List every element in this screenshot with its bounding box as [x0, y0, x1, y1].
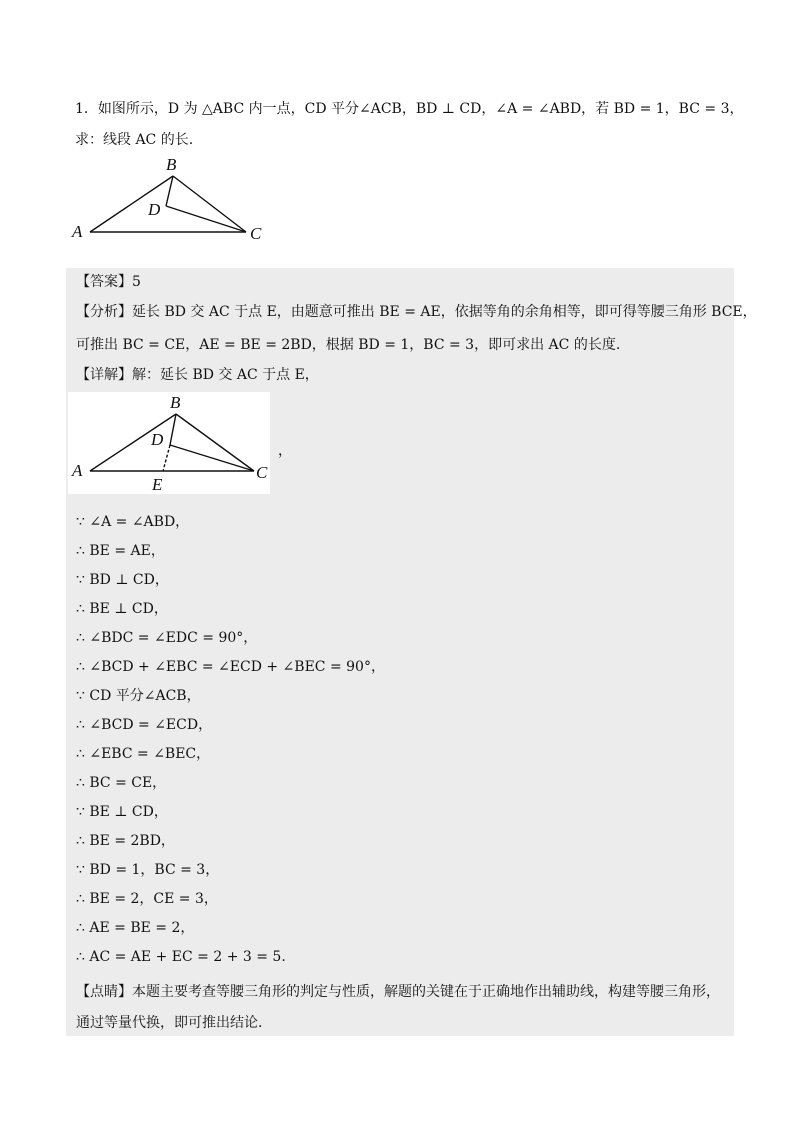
proof-step: ∵ BE ⊥ CD， [76, 804, 168, 820]
label-a: A [72, 222, 83, 241]
proof-step: ∴ BE = AE， [76, 543, 165, 559]
detail-intro: 【详解】解：延长 BD 交 AC 于点 E， [76, 367, 319, 383]
label-c: C [250, 224, 262, 243]
label-e: E [152, 475, 163, 494]
triangle-figure-1 [68, 152, 278, 244]
proof-step: ∵ BD ⊥ CD， [76, 572, 169, 588]
proof-step: ∵ BD = 1，BC = 3， [76, 862, 220, 878]
segment-dc [166, 206, 246, 232]
label-b: B [166, 155, 177, 174]
segment-ab [90, 176, 173, 232]
analysis-line-2: 可推出 BC = CE，AE = BE = 2BD，根据 BD = 1，BC = 3，即可求出 AC 的长度. [76, 337, 621, 353]
segment-dc [170, 445, 254, 471]
proof-step: ∴ BC = CE， [76, 775, 167, 791]
comment-line-1: 【点睛】本题主要考查等腰三角形的判定与性质，解题的关键在于正确地作出辅助线，构建等腰三角形， [76, 984, 720, 1000]
proof-step: ∴ AC = AE + EC = 2 + 3 = 5. [76, 949, 286, 965]
proof-step: ∴ ∠BDC = ∠EDC = 90°， [76, 630, 258, 646]
question-line-1: 1．如图所示，D 为 △ABC 内一点，CD 平分∠ACB，BD ⊥ CD，∠A = ∠ABD，若 BD = 1，BC = 3， [75, 101, 744, 117]
label-d: D [148, 200, 161, 219]
segment-de-dashed [163, 445, 170, 471]
label-a: A [72, 461, 83, 480]
proof-step: ∵ ∠A = ∠ABD， [76, 514, 190, 530]
segment-bc [176, 414, 254, 471]
proof-step: ∴ BE = 2BD， [76, 833, 175, 849]
proof-step: ∴ BE ⊥ CD， [76, 601, 168, 617]
proof-step: ∴ ∠EBC = ∠BEC， [76, 746, 211, 762]
comment-line-2: 通过等量代换，即可推出结论. [76, 1015, 263, 1031]
segment-bc [173, 176, 246, 232]
triangle-figure-2 [68, 392, 270, 494]
proof-step: ∴ BE = 2，CE = 3， [76, 891, 218, 907]
label-b: B [170, 393, 181, 412]
analysis-line-1: 【分析】延长 BD 交 AC 于点 E，由题意可推出 BE = AE，依据等角的余角相等，即可得等腰三角形 BCE， [76, 304, 757, 320]
proof-step: ∵ CD 平分∠ACB， [76, 688, 201, 704]
segment-bd [170, 414, 176, 445]
label-d: D [151, 430, 164, 449]
figure-trailing-comma: ， [278, 443, 292, 459]
proof-step: ∴ ∠BCD + ∠EBC = ∠ECD + ∠BEC = 90°， [76, 659, 385, 675]
answer-line: 【答案】5 [76, 274, 141, 290]
question-line-2: 求：线段 AC 的长. [75, 132, 194, 148]
proof-step: ∴ ∠BCD = ∠ECD， [76, 717, 213, 733]
label-c: C [256, 463, 268, 482]
proof-step: ∴ AE = BE = 2， [76, 920, 195, 936]
